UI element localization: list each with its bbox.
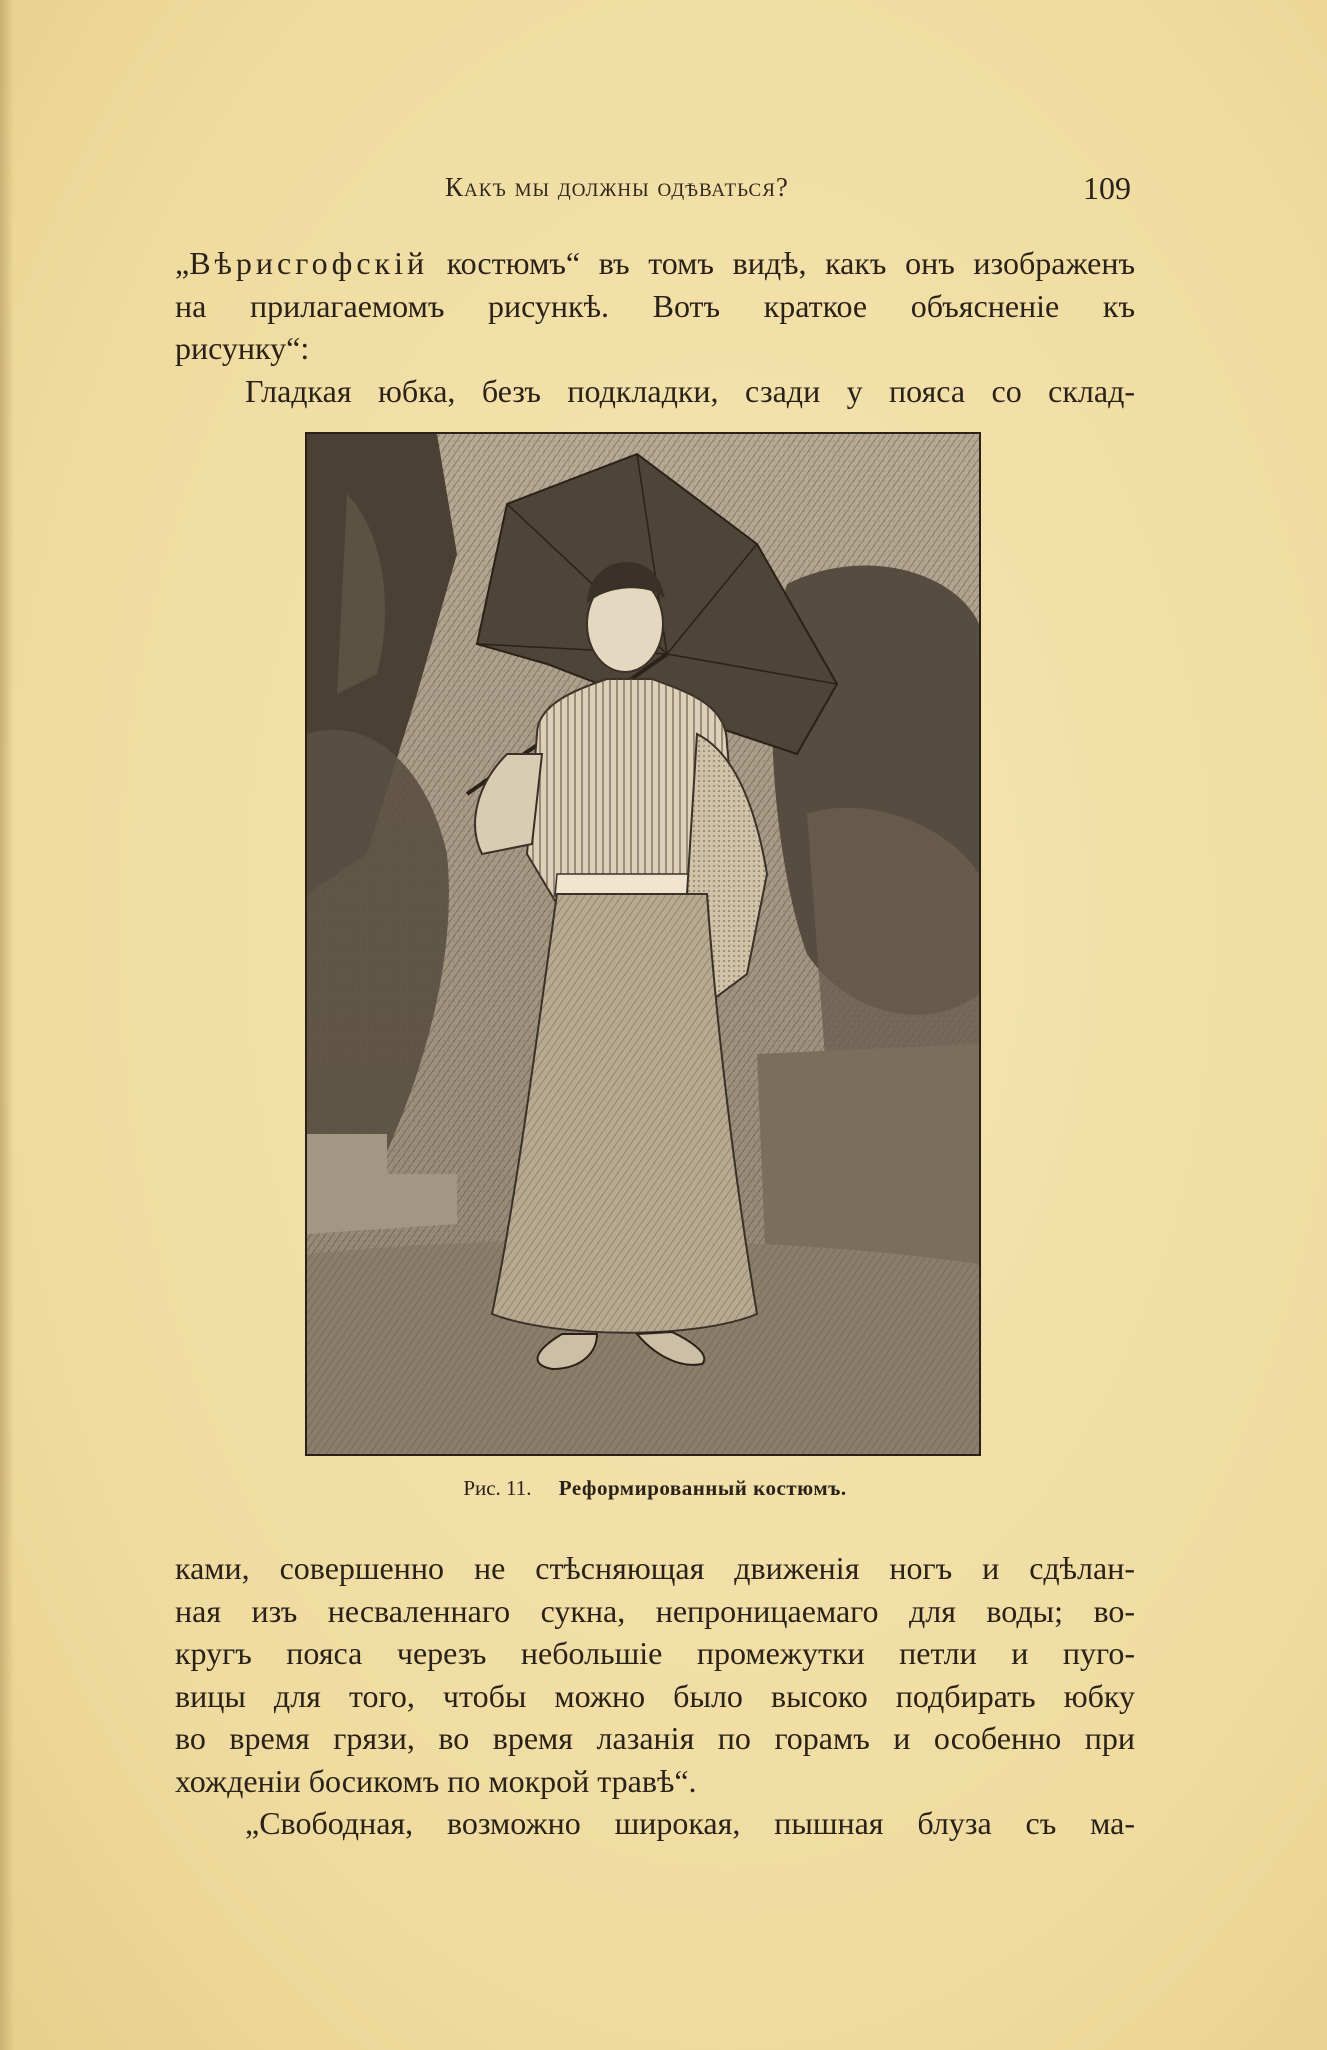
text-line: ная изъ несваленнаго сукна, непроницаемаго для воды; во-	[175, 1592, 1135, 1629]
running-head	[175, 172, 1135, 222]
woman-with-umbrella-illustration	[307, 434, 979, 1454]
text-line	[175, 242, 1135, 285]
text-line: во время грязи, во время лазанія по горамъ и особенно при	[175, 1720, 1135, 1756]
text-line: хожденіи босикомъ по мокрой травѣ“.	[175, 1762, 697, 1799]
figure-title: Реформированный костюмъ.	[558, 1476, 847, 1500]
text-line: кругъ пояса черезъ небольшіе промежутки петли и пуго-	[175, 1635, 1135, 1671]
figure-caption	[175, 1476, 1135, 1501]
running-title: Какъ мы должны одѣваться?	[445, 172, 789, 202]
text-line: на прилагаемомъ рисункѣ. Вотъ краткое объясненіе къ	[175, 287, 1135, 324]
text-line: „Свободная, возможно широкая, пышная блуза съ ма-	[245, 1805, 1135, 1841]
text-line: рисунку“:	[175, 330, 310, 366]
text-fragment: костюмъ“ въ томъ видѣ, какъ онъ изображенъ	[428, 245, 1135, 281]
bottom-paragraph	[175, 1547, 1135, 1845]
text-line: Гладкая юбка, безъ подкладки, сзади у пояса со склад-	[245, 372, 1135, 409]
text-line: вицы для того, чтобы можно было высоко подбирать юбку	[175, 1677, 1135, 1714]
figure-label: Рис. 11.	[463, 1476, 532, 1500]
quote-mark: „	[175, 245, 190, 281]
top-paragraph	[175, 242, 1135, 412]
text-line: ками, совершенно не стѣсняющая движенія ногъ и сдѣлан-	[175, 1550, 1135, 1586]
emphasized-term: Вѣрисгофскій	[189, 245, 429, 281]
page-edge-shadow	[0, 0, 14, 2050]
page-number: 109	[1083, 170, 1131, 206]
engraving-figure	[305, 432, 981, 1456]
